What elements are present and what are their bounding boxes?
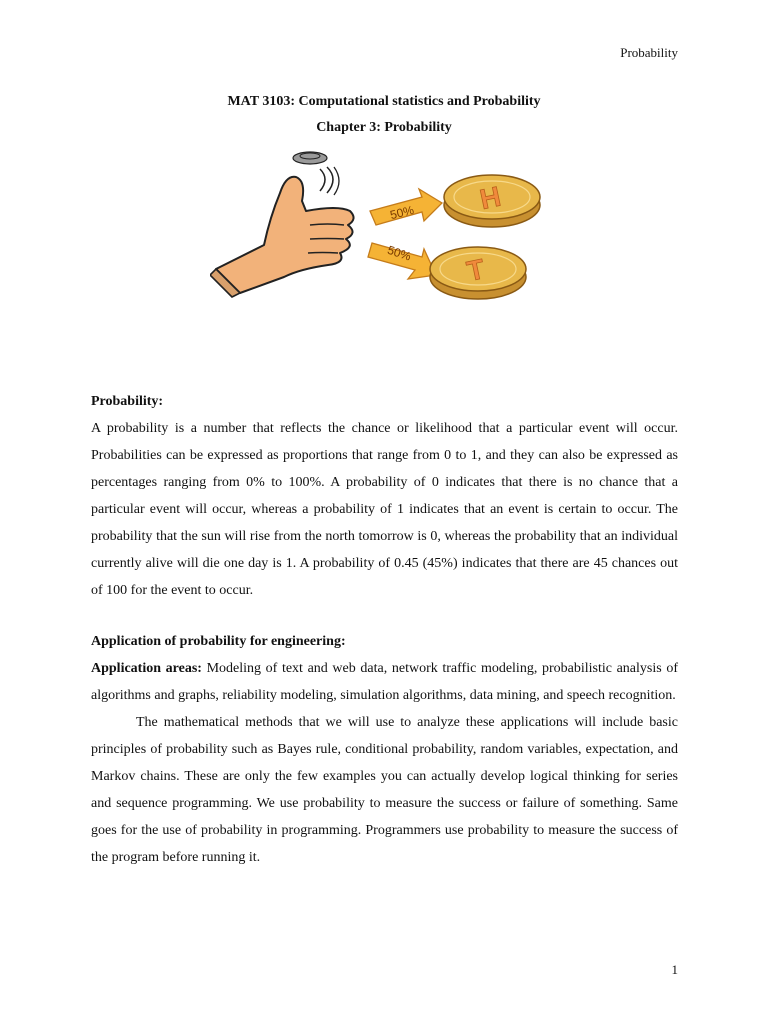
paragraph	[91, 655, 678, 709]
section-probability	[91, 388, 678, 604]
arrow-bottom-label: 50%	[385, 242, 413, 264]
paragraph: The mathematical methods that we will use to analyze these applications will include basic principles of probability such as Bayes rule, conditional probability, random variables, expectation, and Markov chains. These are only the few examples you can actually develop logical thinking for series and sequence programming. We use probability to measure the success or failure of something. Same goes for the use of probability in programming. Programmers use probability to measure the success of the program before running it.	[91, 715, 678, 865]
heads-coin-icon	[444, 175, 540, 227]
inline-label: Application areas:	[91, 661, 202, 676]
hand-icon	[210, 177, 354, 297]
arrow-top-label: 50%	[388, 202, 416, 223]
tails-coin-icon	[430, 247, 526, 299]
coin-heads-letter: H	[477, 180, 504, 216]
inline-text: Modeling of text and web data, network traffic modeling, probabilistic analysis of algorithms and graphs, reliability modeling, simulation algorithms, data mining, and speech recognition.	[91, 661, 678, 703]
section-applications	[91, 628, 678, 871]
section-heading: Probability:	[91, 394, 164, 409]
arrow-tails-icon	[368, 243, 436, 279]
running-head: Probability	[620, 45, 678, 60]
page-number: 1	[671, 962, 678, 977]
paragraph: A probability is a number that reflects the chance or likelihood that a particular event will occur. Probabilities can be expressed as proportions that range from 0 to 1, and they can also be expressed as percentages ranging from 0% to 100%. A probability of 0 indicates that there is no chance that a particular event will occur, whereas a probability of 1 indicates that an event is certain to occur. The probability that the sun will rise from the north tomorrow is 0, whereas the probability that an individual currently alive will die one day is 1. A probability of 0.45 (45%) indicates that there are 45 chances out of 100 for the event to occur.	[91, 421, 678, 598]
section-heading: Application of probability for engineering:	[91, 634, 346, 649]
coin-toss-illustration	[210, 145, 550, 310]
coin-tails-letter: T	[464, 253, 488, 287]
document-title: MAT 3103: Computational statistics and Probability	[227, 94, 541, 109]
arrow-heads-icon	[370, 189, 442, 225]
chapter-title: Chapter 3: Probability	[316, 120, 452, 135]
